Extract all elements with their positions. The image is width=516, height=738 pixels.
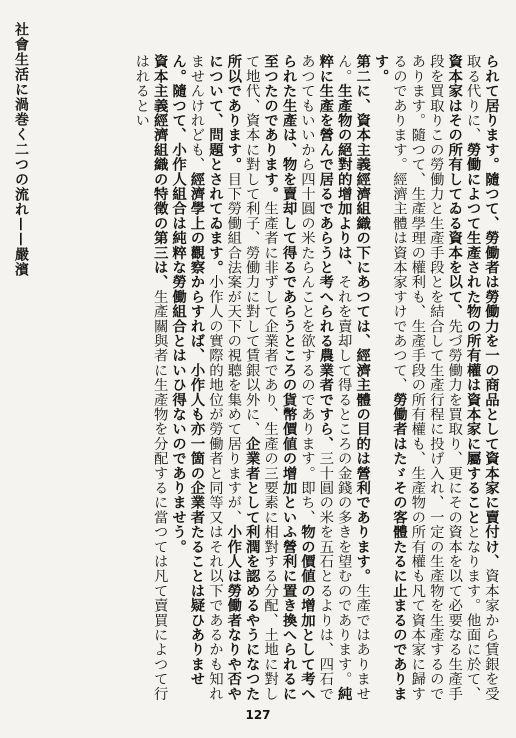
text-run: 先づ勞働力を買取り、更にその資本を以て必要なる生產手段を買取りこの勞働力と生產手段とを結合して生產行程に投げ入れ、 [427,54,463,701]
text-run: 企業者として利潤を認めるやうになつた所以であります。 [225,54,261,701]
text-run: 一定の生產物を生產するのであります。隨つて、生產學理の權利も、 [409,54,444,701]
text-run: 小作人は勞働者なりや否やについて、問題とされてゐます。 [206,54,243,701]
text-run: 生產者に非ずして企業者であり、生產の三要素に相對する分配、 [262,201,279,628]
text-run: 資本家から賃銀を受取る代りに、 [464,54,499,701]
text-run: られて居ります。隨つて、 [483,54,500,231]
text-run: それを賣却して得るところの金錢の多きを望むのであります。 [335,274,352,687]
text-run: 隨つて、小作人組合は純粹な勞働組合とはいひ得ないのでありませう。 [170,83,188,554]
page-number: 127 [245,708,271,722]
text-run: 三十圓の米を五石とるよりは、四石であつてもいいから四十圓の米たらんことを欲するのであります。 [298,54,334,701]
text-run: 生產物の絕對的增加よりは、 [335,83,353,275]
text-run: 物の價値の增加として考へられた生產は、物を賣却して得るであらうところの貨幣價値の增加といふ營利に置き換へられるに至つたのであります。 [262,54,316,701]
text-run: 生產關與者に生產物を分配するに當つては凡て賣買によつて行はれるとい [133,54,168,701]
text-run: 第二に、資本主義經濟組織の下にあつては、經濟主體の目的は營利であります。 [354,54,372,584]
paragraph-1 [371,54,500,702]
text-run: 資本主義經濟組織の特徵の第三は、 [151,54,169,290]
text-run: 經濟主體は資本家すけであつて、 [390,171,407,393]
text-run: 目下勞働組合法案が天下の視聽を集めて居りますが、 [225,171,242,525]
text-run: 勞働によつて生產された物の所有權は資本家に屬すること [464,142,482,525]
text-run: 即ち、 [298,480,315,525]
text-run: となります。他面に於て、 [464,524,481,701]
paragraph-3 [132,54,169,702]
text-run: 勞働者は勞働力を一の商品として資本家に賣付け、 [483,230,500,569]
text-run: 生產ではありません。 [335,54,371,701]
text-run: 土地に對して地代、資本に對して利子、勞働力に對して賃銀以外に、 [243,54,279,701]
text-run: 生產手段の所有權も、生產物の所有權も凡て資本家に歸するのであります。 [390,54,426,701]
text-run: 純粹に生產を營んで居るであらうと考へられる農業者ですら、 [317,54,353,701]
text-run: 資本家はその所有してゐる資本を以て、 [446,54,464,319]
paragraph-2 [169,54,371,702]
running-header: 社會生活に渦巻く二つの流れ——嚴濱 [13,22,29,277]
text-run: 經濟學上の觀察からすれば、小作人も亦一箇の企業者たることは疑ひありません。 [170,54,206,687]
text-run: 勞働者はたゞその客體たるに止まるのであります。 [372,54,408,701]
body-text [38,54,500,702]
text-run: 小作人の實際的地位が勞働者と同等又はそれ以下であるかも知れませんけれども、 [188,54,223,701]
